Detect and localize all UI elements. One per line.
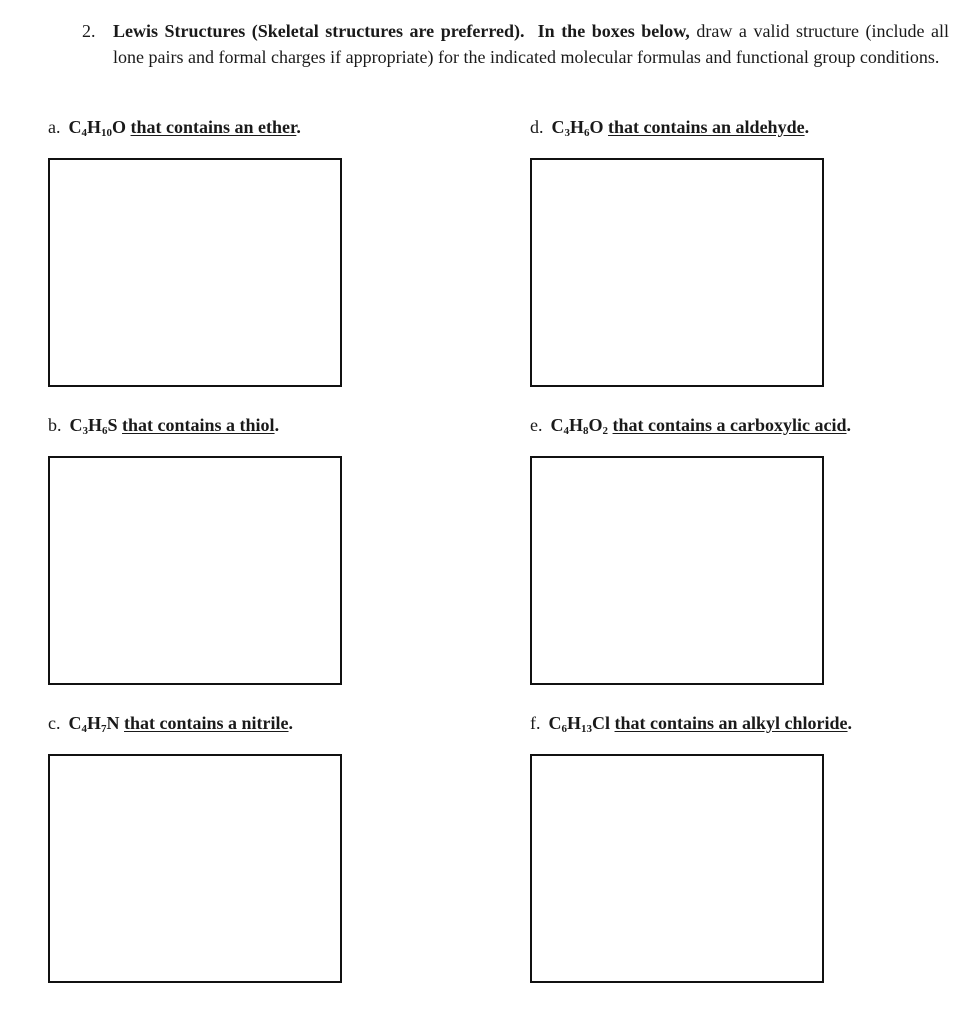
prompt-b: b. $C_3H_6S$ that contains a thiol. xyxy=(48,415,280,437)
molecular-formula: $C_3H_6O$ xyxy=(551,117,604,139)
prompt-a: a. $C_4H_{10}O$ that contains an ether. xyxy=(48,117,301,139)
item-letter: c. xyxy=(48,713,61,733)
functional-group-condition: that contains a carboxylic acid xyxy=(612,415,847,435)
functional-group-condition: that contains a nitrile xyxy=(124,713,289,733)
functional-group-condition: that contains an ether xyxy=(130,117,297,137)
prompt-e: e. $C_4H_8O_2$ that contains a carboxylic acid. xyxy=(530,415,852,437)
molecular-formula: $C_3H_6S$ xyxy=(69,415,118,437)
item-letter: f. xyxy=(530,713,541,733)
question-text xyxy=(113,18,949,70)
molecular-formula: $C_4H_{10}O$ xyxy=(68,117,127,139)
prompt-d: d. $C_3H_6O$ that contains an aldehyde. xyxy=(530,117,810,139)
item-letter: a. xyxy=(48,117,61,137)
answer-box-d[interactable] xyxy=(530,158,824,387)
question-number: 2. xyxy=(82,21,96,41)
molecular-formula: $C_6H_{13}Cl$ xyxy=(548,713,611,735)
question-instruction-bold: In the boxes below, xyxy=(537,21,690,41)
prompt-f: f. $C_6H_{13}Cl$ that contains an alkyl chloride. xyxy=(530,713,853,735)
functional-group-condition: that contains a thiol xyxy=(122,415,275,435)
molecular-formula: $C_4H_8O_2$ xyxy=(550,415,609,437)
answer-box-f[interactable] xyxy=(530,754,824,983)
question-title: Lewis Structures (Skeletal structures are preferred). xyxy=(113,21,525,41)
answer-box-b[interactable] xyxy=(48,456,342,685)
answer-box-c[interactable] xyxy=(48,754,342,983)
question-instruction-rest: draw a valid structure (include all lone pairs and formal charges if appropriate) for the indicated molecular formulas and functional group conditions. xyxy=(113,21,950,67)
answer-box-e[interactable] xyxy=(530,456,824,685)
item-letter: d. xyxy=(530,117,544,137)
answer-box-a[interactable] xyxy=(48,158,342,387)
functional-group-condition: that contains an alkyl chloride xyxy=(614,713,848,733)
prompt-c: c. $C_4H_7N$ that contains a nitrile. xyxy=(48,713,294,735)
item-letter: e. xyxy=(530,415,543,435)
functional-group-condition: that contains an aldehyde xyxy=(608,117,805,137)
item-letter: b. xyxy=(48,415,62,435)
molecular-formula: $C_4H_7N$ xyxy=(68,713,120,735)
